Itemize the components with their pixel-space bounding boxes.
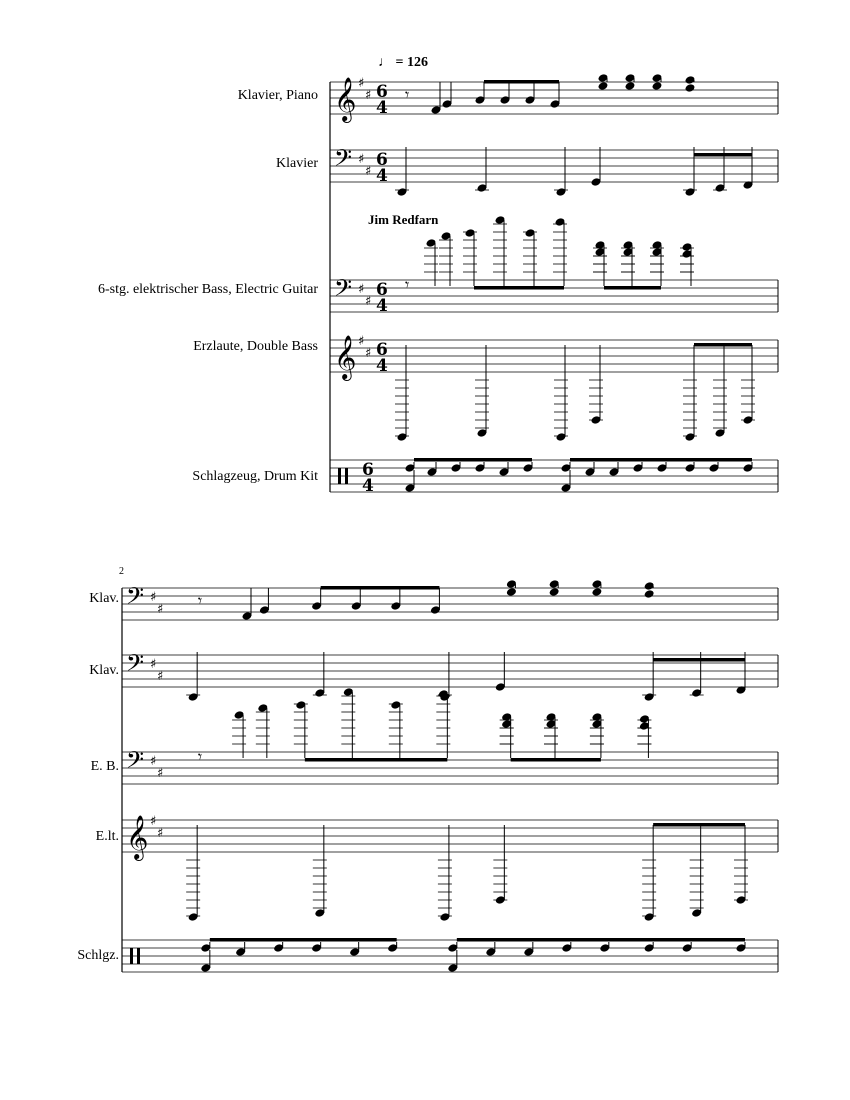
treble-clef-icon: 𝄞 (126, 815, 149, 859)
beam (653, 658, 745, 662)
beam (484, 80, 559, 84)
time-signature-denominator: 4 (362, 476, 374, 496)
composer-label: Jim Redfarn (368, 212, 439, 227)
percussion-clef-icon (338, 468, 341, 484)
beam (210, 938, 397, 942)
sharp-key-icon: ♯ (150, 814, 157, 829)
sharp-key-icon: ♯ (157, 826, 164, 841)
instrument-label-piano: Klavier, Piano (237, 88, 318, 103)
time-signature-denominator: 4 (376, 356, 388, 376)
beam (414, 458, 532, 462)
notehead (685, 75, 696, 85)
beam (474, 286, 564, 290)
notehead (549, 587, 560, 597)
sharp-key-icon: ♯ (358, 76, 365, 91)
sharp-key-icon: ♯ (157, 669, 164, 684)
notehead (506, 587, 517, 597)
sharp-key-icon: ♯ (365, 88, 372, 103)
treble-clef-icon: 𝄞 (334, 335, 357, 379)
notehead (591, 587, 602, 597)
instrument-label-double-bass: Erzlaute, Double Bass (193, 339, 318, 354)
beam (457, 938, 745, 942)
sharp-key-icon: ♯ (157, 766, 164, 781)
bass-clef-icon: 𝄢 (126, 582, 145, 615)
beam (305, 758, 448, 762)
sharp-key-icon: ♯ (358, 334, 365, 349)
instrument-label-elt: E.lt. (95, 829, 119, 844)
eighth-rest-icon: 𝄾 (405, 85, 410, 104)
bass-clef-icon: 𝄢 (334, 144, 353, 177)
eighth-rest-icon: 𝄾 (197, 747, 203, 766)
notehead (598, 81, 609, 91)
instrument-label-klavier: Klavier (276, 156, 318, 171)
time-signature-numerator: 6 (376, 82, 388, 102)
bass-clef-icon: 𝄢 (126, 649, 145, 682)
notehead (644, 581, 655, 591)
sharp-key-icon: ♯ (150, 754, 157, 769)
beam (653, 823, 745, 827)
bass-clef-icon: 𝄢 (334, 274, 353, 307)
instrument-label-klav-2: Klav. (89, 663, 119, 678)
time-signature-numerator: 6 (362, 460, 374, 480)
notehead (652, 81, 663, 91)
sharp-key-icon: ♯ (365, 164, 372, 179)
tempo-marking: ♩ = 126 (378, 55, 428, 70)
eighth-rest-icon: 𝄾 (197, 591, 203, 610)
instrument-label-klav-1: Klav. (89, 591, 119, 606)
beam (694, 343, 752, 347)
instrument-label-drum-kit: Schlagzeug, Drum Kit (192, 469, 318, 484)
beam (570, 458, 752, 462)
percussion-clef-icon (130, 948, 133, 964)
notehead (625, 81, 636, 91)
sharp-key-icon: ♯ (358, 282, 365, 297)
instrument-label-schlgz: Schlgz. (77, 948, 119, 963)
sharp-key-icon: ♯ (365, 346, 372, 361)
beam (511, 758, 601, 762)
time-signature-numerator: 6 (376, 150, 388, 170)
percussion-clef-icon (137, 948, 140, 964)
time-signature-numerator: 6 (376, 340, 388, 360)
time-signature-numerator: 6 (376, 280, 388, 300)
instrument-label-eb: E. B. (90, 759, 119, 774)
notehead (644, 589, 655, 599)
sharp-key-icon: ♯ (157, 602, 164, 617)
bass-clef-icon: 𝄢 (126, 746, 145, 779)
instrument-label-electric-guitar: 6-stg. elektrischer Bass, Electric Guitar (97, 282, 318, 297)
sharp-key-icon: ♯ (358, 152, 365, 167)
beam (604, 286, 661, 290)
beam (694, 153, 752, 157)
beam (321, 586, 440, 590)
eighth-rest-icon: 𝄾 (405, 275, 410, 294)
treble-clef-icon: 𝄞 (334, 77, 357, 121)
time-signature-denominator: 4 (376, 166, 388, 186)
quarter-note-icon: ♩ (378, 55, 392, 70)
sharp-key-icon: ♯ (150, 657, 157, 672)
time-signature-denominator: 4 (376, 296, 388, 316)
notehead (685, 83, 696, 93)
sharp-key-icon: ♯ (365, 294, 372, 309)
sharp-key-icon: ♯ (150, 590, 157, 605)
measure-number: 2 (119, 566, 124, 577)
time-signature-denominator: 4 (376, 98, 388, 118)
percussion-clef-icon (345, 468, 348, 484)
